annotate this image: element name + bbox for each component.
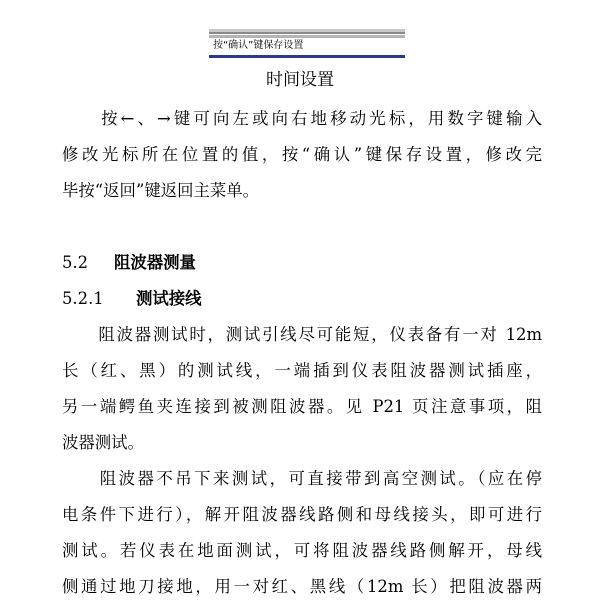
text-line: 长（红、黑）的测试线，一端插到仪表阻波器测试插座， bbox=[62, 361, 542, 380]
paragraph-high-altitude-test bbox=[62, 461, 542, 605]
text-line: 毕按“返回”键返回主菜单。 bbox=[62, 181, 260, 200]
text-line: 按←、→键可向左或向右地移动光标，用数字键输入 bbox=[62, 109, 542, 128]
figure-caption: 时间设置 bbox=[266, 70, 334, 90]
text-line: 侧通过地刀接地，用一对红、黑线（12m 长）把阻波器两 bbox=[62, 577, 542, 596]
section-title: 阻波器测量 bbox=[114, 253, 196, 272]
text-line: 电条件下进行），解开阻波器线路侧和母线接头，即可进行 bbox=[62, 505, 542, 524]
text-line: 阻波器不吊下来测试，可直接带到高空测试。（应在停 bbox=[62, 469, 542, 488]
subsection-number: 5.2.1 bbox=[62, 289, 104, 308]
text-line: 阻波器测试时，测试引线尽可能短，仪表备有一对 12m bbox=[62, 325, 542, 344]
text-line: 测试。若仪表在地面测试，可将阻波器线路侧解开，母线 bbox=[62, 541, 542, 560]
paragraph-test-wiring bbox=[62, 317, 542, 461]
subsection-heading bbox=[62, 281, 202, 317]
paragraph-time-setting bbox=[62, 101, 542, 209]
subsection-title: 测试接线 bbox=[136, 289, 202, 308]
screen-top-border-dark bbox=[209, 32, 405, 34]
screen-top-border-light bbox=[209, 35, 405, 38]
device-screen-strip bbox=[209, 29, 405, 59]
text-line: 波器测试。 bbox=[62, 433, 144, 452]
section-number: 5.2 bbox=[62, 253, 89, 272]
screen-bottom-bar bbox=[209, 55, 405, 58]
text-line: 另一端鳄鱼夹连接到被测阻波器。见 P21 页注意事项，阻 bbox=[62, 397, 542, 416]
text-line: 修改光标所在位置的值，按“确认”键保存设置，修改完 bbox=[62, 145, 542, 164]
section-heading bbox=[62, 245, 196, 281]
screen-status-text: 按“确认”键保存设置 bbox=[213, 40, 304, 51]
